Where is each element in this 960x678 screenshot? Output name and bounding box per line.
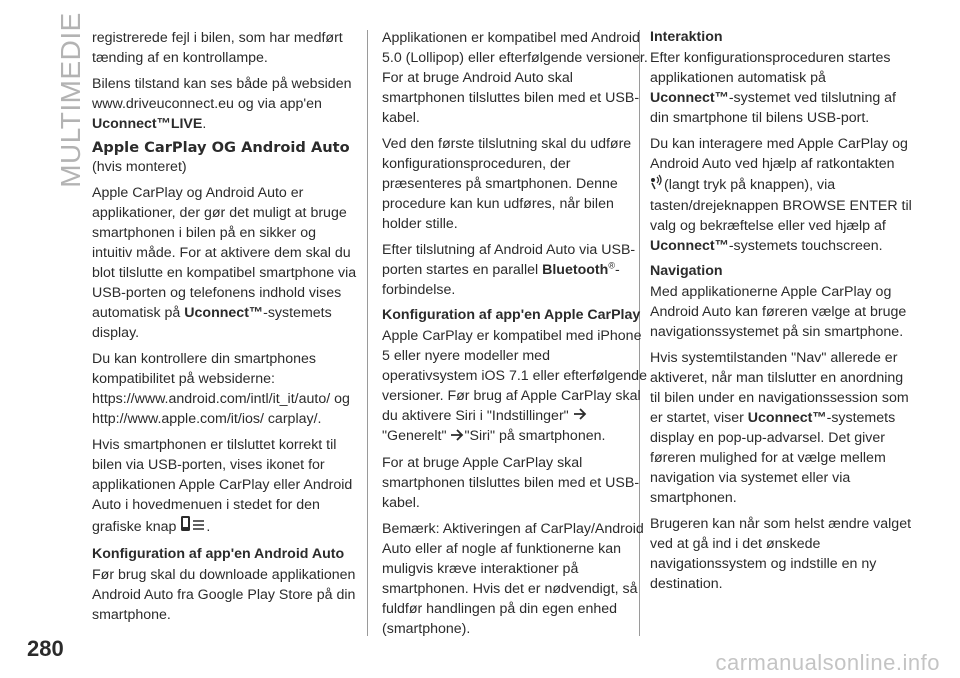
paragraph: Apple CarPlay er kompatibel med iPhone 5 eller nyere modeller med operativsystem iOS 7.1 eller efterfølgende versioner. Før brug af Apple CarPlay skal du aktivere Siri i "Indstillinger" "Generelt" "Siri" på smartphonen. bbox=[382, 326, 648, 447]
section-heading: Navigation bbox=[650, 263, 723, 279]
paragraph: Apple CarPlay og Android Auto er applikationer, der gør det muligt at bruge smartphonen i bilen på en sikker og intuitiv måde. For at aktivere dem skal du blot tilslutte en kompatibel smartphone via USB-porten og telefonens indhold vises automatisk på Uconnect™-systemets display. bbox=[92, 185, 357, 341]
paragraph: Hvis systemtilstanden "Nav" allerede er aktiveret, når man tilslutter en anordning til bilen under en navigationssession som er startet, viser Uconnect™-systemets display en pop-up-advarsel. Det giver føreren mulighed for at vælge mellem navigation via systemet eller via smartphonen. bbox=[650, 350, 909, 506]
paragraph: Hvis smartphonen er tilsluttet korrekt til bilen via USB-porten, vises ikonet for applikationen Apple CarPlay eller Android Auto i hovedmenuen i stedet for den grafiske knap . bbox=[92, 435, 358, 539]
paragraph: Efter konfigurationsproceduren startes applikationen automatisk på Uconnect™-systemet ved tilslutning af din smartphone til bilens USB-port. bbox=[650, 50, 896, 126]
voice-command-icon bbox=[650, 174, 664, 196]
arrow-right-icon bbox=[450, 427, 464, 447]
column-3 bbox=[650, 28, 912, 600]
paragraph: registrerede fejl i bilen, som har medført tænding af en kontrollampe. bbox=[92, 30, 343, 66]
phone-button-icon bbox=[180, 515, 206, 539]
section-label: MULTIMEDIE bbox=[55, 12, 87, 188]
paragraph: Applikationen er kompatibel med Android 5.0 (Lollipop) eller efterfølgende versioner. For at bruge Android Auto skal smartphonen tilsluttes bilen med et USB-kabel. bbox=[382, 30, 648, 126]
paragraph: Brugeren kan når som helst ændre valget ved at gå ind i det ønskede navigationssystem og indstille en ny destination. bbox=[650, 516, 912, 592]
paragraph: Du kan kontrollere din smartphones kompatibilitet på websiderne: https://www.android.com/intl/it_it/auto/ og http://www.apple.com/it/ios/ carplay/. bbox=[92, 351, 350, 427]
section-heading: Konfiguration af app'en Android Auto bbox=[92, 546, 345, 562]
paragraph: Bilens tilstand kan ses både på websiden www.driveuconnect.eu og via app'en Uconnect™LIVE. bbox=[92, 76, 352, 132]
paragraph: Bemærk: Aktiveringen af CarPlay/Android Auto eller af nogle af funktionerne kan muligvis kræve interaktioner på smartphonen. Hvis det er nødvendigt, så fuldfør handlingen på din egen enhed (smartphone). bbox=[382, 520, 644, 637]
paragraph: Efter tilslutning af Android Auto via USB-porten startes en parallel Bluetooth®-forbindelse. bbox=[382, 242, 636, 298]
column-divider bbox=[367, 30, 368, 636]
paragraph: (hvis monteret) bbox=[92, 159, 187, 175]
paragraph: Med applikationerne Apple CarPlay og Android Auto kan føreren vælge at bruge navigationssystemet på sin smartphone. bbox=[650, 284, 907, 340]
paragraph: Du kan interagere med Apple CarPlay og Android Auto ved hjælp af ratkontakten (langt tryk på knappen), via tasten/drejeknappen BROWSE ENTER til valg og bekræftelse eller ved hjælp af Uconnect™-systemets touchscreen. bbox=[650, 136, 912, 254]
paragraph: Ved den første tilslutning skal du udføre konfigurationsproceduren, der præsenteres på smartphonen. Denne procedure kan kun udføres, når bilen holder stille. bbox=[382, 136, 632, 232]
watermark: carmanualsonline.info bbox=[715, 650, 940, 675]
paragraph: Før brug skal du downloade applikationen Android Auto fra Google Play Store på din smartphone. bbox=[92, 567, 356, 623]
section-heading: Konfiguration af app'en Apple CarPlay bbox=[382, 307, 641, 323]
column-1 bbox=[92, 28, 358, 631]
page-number: 280 bbox=[27, 636, 64, 661]
section-heading: Interaktion bbox=[650, 29, 723, 45]
arrow-right-icon bbox=[573, 406, 587, 426]
paragraph: For at bruge Apple CarPlay skal smartphonen tilsluttes bilen med et USB-kabel. bbox=[382, 454, 640, 511]
section-heading: Apple CarPlay OG Android Auto bbox=[92, 139, 350, 156]
column-2 bbox=[382, 28, 648, 645]
